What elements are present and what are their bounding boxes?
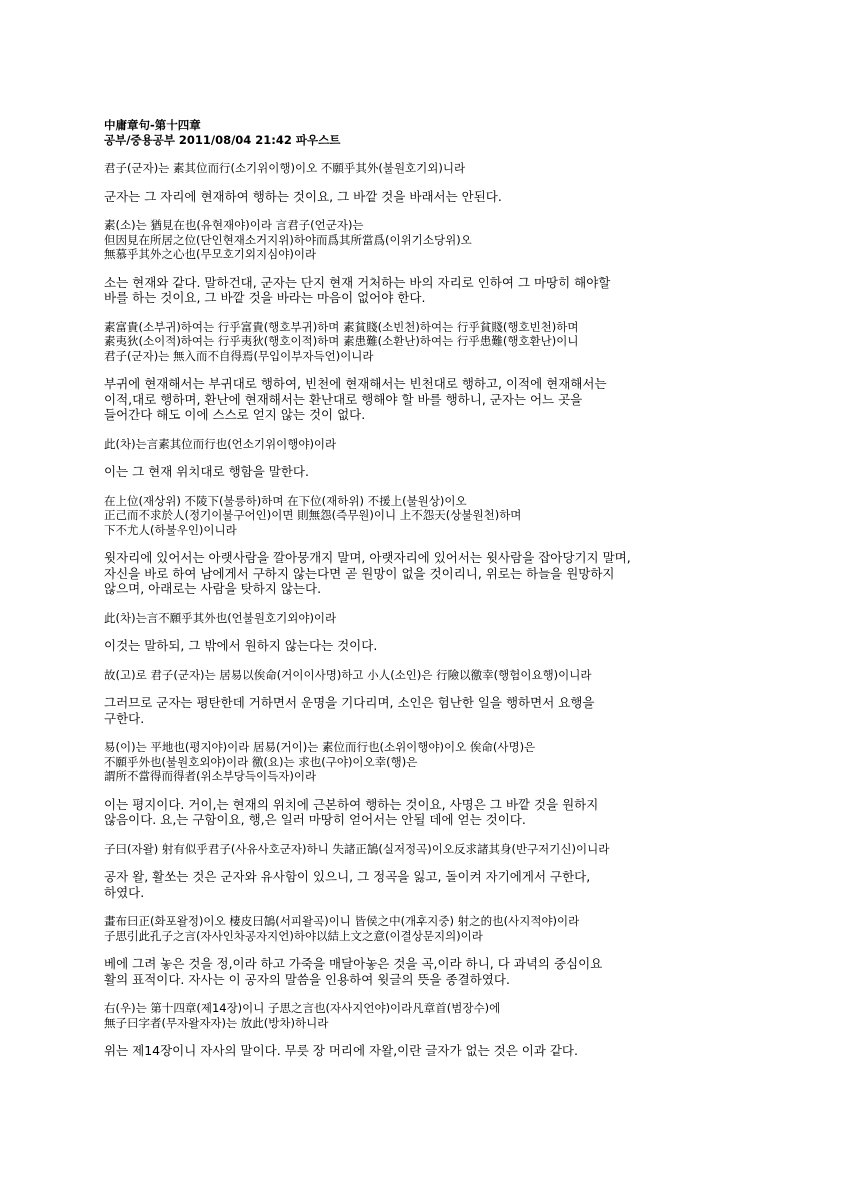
text-line: 공자 왈, 활쏘는 것은 군자와 유사함이 있으니, 그 정곡을 잃고, 돌이켜 자기에게서 구한다, bbox=[104, 869, 591, 884]
text-line: 활의 표적이다. 자사는 이 공자의 말씀을 인용하여 윗글의 뜻을 종결하였다. bbox=[104, 971, 510, 987]
text-line: 이것는 말하되, 그 밖에서 원하지 않는다는 것이다. bbox=[104, 638, 378, 653]
text-line: 無慕乎其外之心也(무모호기외지심야)이라 bbox=[104, 247, 317, 261]
text-line: 바를 하는 것이요, 그 바깥 것을 바라는 마음이 없어야 한다. bbox=[104, 290, 426, 305]
translation-paragraph bbox=[104, 797, 744, 828]
text-line: 子思引此孔子之言(자사인차공자지언)하야以結上文之意(이결상문지의)이라 bbox=[104, 928, 483, 943]
text-line: 구한다. bbox=[104, 710, 145, 726]
original-text-paragraph bbox=[104, 218, 744, 262]
translation-paragraph bbox=[104, 376, 744, 423]
text-line: 이적,대로 행하며, 환난에 현재해서는 환난대로 행해야 할 바를 행하니, 군자는 어느 곳을 bbox=[104, 391, 583, 407]
text-line: 군자는 그 자리에 현재하여 행하는 것이요, 그 바깥 것을 바래서는 안된다. bbox=[104, 188, 502, 204]
translation-paragraph bbox=[104, 638, 744, 654]
original-text-paragraph bbox=[104, 668, 744, 683]
text-line: 正己而不求於人(정기이불구어인)이면 則無怨(즉무원)이니 上不怨天(상불원천)하며 bbox=[104, 508, 522, 522]
text-line: 謂所不當得而得者(위소부당득이득자)이라 bbox=[104, 769, 317, 783]
post-meta: 공부/중용공부 2011/08/04 21:42 파우스트 bbox=[104, 133, 341, 147]
translation-paragraph bbox=[104, 275, 744, 306]
translation-paragraph bbox=[104, 464, 744, 480]
original-text-paragraph bbox=[104, 611, 744, 626]
text-line: 子曰(자왈) 射有似乎君子(사유사호군자)하니 失諸正鵠(실저정곡)이오反求諸其身(반구저기신)이니라 bbox=[104, 841, 610, 856]
text-line: 在上位(재상위) 不陵下(불릉하)하며 在下位(재하위) 不援上(불원상)이오 bbox=[104, 493, 467, 508]
text-line: 君子(군자)는 素其位而行(소기위이행)이오 不願乎其外(불원호기외)니라 bbox=[104, 161, 466, 175]
original-text-paragraph bbox=[104, 437, 744, 452]
text-line: 위는 제14장이니 자사의 말이다. 무릇 장 머리에 자왈,이란 글자가 없는 것은 이과 같다. bbox=[104, 1043, 578, 1058]
text-line: 但因見在所居之位(단인현재소거지위)하야而爲其所當爲(이위기소당위)오 bbox=[104, 232, 472, 247]
text-line: 않음이다. 요,는 구함이요, 행,은 일러 마땅히 얻어서는 안될 데에 얻는 것이다. bbox=[104, 812, 526, 827]
text-line: 此(차)는言素其位而行也(언소기위이행야)이라 bbox=[104, 436, 337, 451]
original-text-paragraph bbox=[104, 842, 744, 857]
text-line: 故(고)로 君子(군자)는 居易以俟命(거이이사명)하고 小人(소인)은 行險以徼幸(행험이요행)이니라 bbox=[104, 667, 592, 682]
original-text-paragraph bbox=[104, 161, 744, 176]
text-line: 소는 현재와 같다. 말하건대, 군자는 단지 현재 거처하는 바의 자리로 인하여 그 마땅히 해야할 bbox=[104, 274, 611, 290]
text-line: 素(소)는 猶見在也(유현재야)이라 言君子(언군자)는 bbox=[104, 218, 364, 232]
text-line: 베에 그려 놓은 것을 정,이라 하고 가죽을 매달아놓은 것을 곡,이라 하니, 다 과녁의 중심이요 bbox=[104, 956, 603, 971]
text-line: 윗자리에 있어서는 아랫사람을 깔아뭉개지 말며, 아랫자리에 있어서는 윗사람을 잡아당기지 말며, bbox=[104, 550, 631, 565]
document-page bbox=[104, 118, 744, 1059]
text-line: 하였다. bbox=[104, 884, 145, 900]
text-line: 그러므로 군자는 평탄한데 거하면서 운명을 기다리며, 소인은 험난한 일을 행하면서 요행을 bbox=[104, 695, 595, 710]
original-text-paragraph bbox=[104, 1001, 744, 1030]
translation-paragraph bbox=[104, 550, 744, 597]
text-line: 들어간다 해도 이에 스스로 얻지 않는 것이 없다. bbox=[104, 407, 366, 422]
text-line: 素夷狄(소이적)하여는 行乎夷狄(행호이적)하며 素患難(소환난)하여는 行乎患難(행호환난)이니 bbox=[104, 334, 579, 348]
text-line: 下不尤人(하불우인)이니라 bbox=[104, 522, 237, 537]
text-line: 畫布曰正(화포왈정)이오 棲皮曰鵠(서피왈곡)이니 皆侯之中(개후지중) 射之的也(사지적야)이라 bbox=[104, 914, 580, 928]
text-line: 君子(군자)는 無入而不自得焉(무입이부자득언)이니라 bbox=[104, 348, 374, 363]
text-line: 부귀에 현재해서는 부귀대로 행하여, 빈천에 현재해서는 빈천대로 행하고, 이적에 현재해서는 bbox=[104, 376, 607, 391]
text-line: 않으며, 아래로는 사람을 탓하지 않는다. bbox=[104, 581, 322, 596]
original-text-paragraph bbox=[104, 914, 744, 943]
translation-paragraph bbox=[104, 869, 744, 900]
original-text-paragraph bbox=[104, 740, 744, 784]
text-line: 右(우)는 第十四章(제14장)이니 子思之言也(자사지언야)이라凡章首(범장수)에 bbox=[104, 1001, 501, 1015]
text-line: 易(이)는 平地也(평지야)이라 居易(거이)는 素位而行也(소위이행야)이오 俟命(사명)은 bbox=[104, 740, 536, 754]
translation-paragraph bbox=[104, 695, 744, 726]
post-title: 中庸章句-第十四章 bbox=[104, 118, 201, 132]
document-body bbox=[104, 161, 744, 1059]
translation-paragraph bbox=[104, 956, 744, 987]
translation-paragraph bbox=[104, 189, 744, 205]
original-text-paragraph bbox=[104, 320, 744, 364]
text-line: 不願乎外也(불원호외야)이라 徼(요)는 求也(구야)이오幸(행)은 bbox=[104, 754, 418, 769]
text-line: 素富貴(소부귀)하여는 行乎富貴(행호부귀)하며 素貧賤(소빈천)하여는 行乎貧賤(행호빈천)하며 bbox=[104, 319, 579, 334]
text-line: 이는 그 현재 위치대로 행함을 말한다. bbox=[104, 464, 309, 479]
text-line: 자신을 바로 하여 남에게서 구하지 않는다면 곧 원망이 없을 것이리니, 위로는 하늘을 원망하지 bbox=[104, 565, 615, 581]
translation-paragraph bbox=[104, 1043, 744, 1059]
text-line: 이는 평지이다. 거이,는 현재의 위치에 근본하여 행하는 것이요, 사명은 그 바깥 것을 원하지 bbox=[104, 796, 599, 812]
text-line: 此(차)는言不願乎其外也(언불원호기외야)이라 bbox=[104, 610, 337, 625]
text-line: 無子曰字者(무자왈자자)는 放此(방차)하니라 bbox=[104, 1015, 329, 1030]
original-text-paragraph bbox=[104, 494, 744, 538]
